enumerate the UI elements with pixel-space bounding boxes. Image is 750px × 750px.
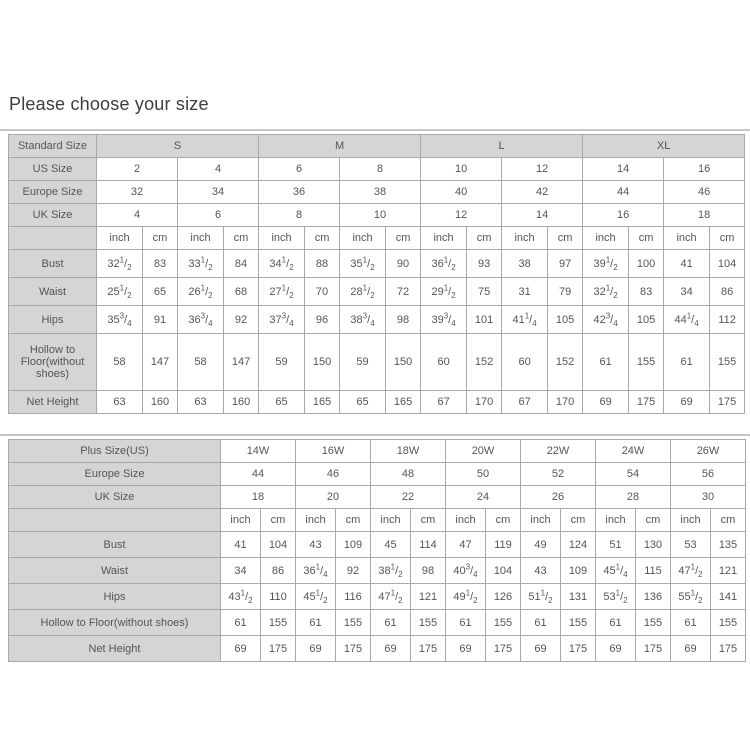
data-cell: 155	[486, 610, 521, 636]
header-cell: S	[97, 135, 259, 158]
row-label: Hips	[9, 584, 221, 610]
header-cell: cm	[336, 509, 371, 532]
data-cell: $27^1/_2$	[259, 278, 305, 306]
data-cell: 34	[664, 278, 710, 306]
data-cell: 41	[664, 250, 710, 278]
header-cell: cm	[548, 227, 583, 250]
data-cell: $40^3/_4$	[446, 558, 486, 584]
data-cell: 31	[502, 278, 548, 306]
data-cell: 69	[596, 636, 636, 662]
data-cell: 61	[671, 610, 711, 636]
header-cell: cm	[629, 227, 664, 250]
header-cell: 44	[583, 181, 664, 204]
data-row	[9, 334, 745, 391]
data-cell: $51^1/_2$	[521, 584, 561, 610]
data-cell: $42^3/_4$	[583, 306, 629, 334]
row-label: US Size	[9, 158, 97, 181]
data-cell: 69	[221, 636, 261, 662]
data-cell: 109	[561, 558, 596, 584]
data-cell: 60	[502, 334, 548, 391]
data-cell: 63	[178, 391, 224, 414]
data-cell: 58	[97, 334, 143, 391]
header-cell: cm	[467, 227, 502, 250]
header-cell: XL	[583, 135, 745, 158]
header-row	[9, 486, 746, 509]
data-cell: 69	[446, 636, 486, 662]
data-cell: $35^3/_4$	[97, 306, 143, 334]
header-cell: inch	[502, 227, 548, 250]
row-label	[9, 509, 221, 532]
data-cell: $36^1/_4$	[296, 558, 336, 584]
row-label: Hollow to Floor(without shoes)	[9, 334, 97, 391]
data-cell: $34^1/_2$	[259, 250, 305, 278]
header-row	[9, 158, 745, 181]
header-cell: 38	[340, 181, 421, 204]
header-cell: cm	[711, 509, 746, 532]
data-cell: 105	[548, 306, 583, 334]
data-cell: $53^1/_2$	[596, 584, 636, 610]
header-cell: 8	[340, 158, 421, 181]
data-cell: $38^3/_4$	[340, 306, 386, 334]
row-label: Plus Size(US)	[9, 440, 221, 463]
data-cell: 92	[224, 306, 259, 334]
header-cell: 4	[178, 158, 259, 181]
header-cell: 46	[664, 181, 745, 204]
header-cell: 16W	[296, 440, 371, 463]
data-cell: 69	[371, 636, 411, 662]
data-cell: 147	[143, 334, 178, 391]
data-cell: 147	[224, 334, 259, 391]
data-cell: 126	[486, 584, 521, 610]
data-cell: 49	[521, 532, 561, 558]
data-cell: 61	[521, 610, 561, 636]
data-cell: 69	[521, 636, 561, 662]
header-cell: 6	[178, 204, 259, 227]
header-cell: 20W	[446, 440, 521, 463]
row-label: Waist	[9, 558, 221, 584]
header-cell: 10	[340, 204, 421, 227]
data-cell: 67	[502, 391, 548, 414]
data-cell: 121	[411, 584, 446, 610]
data-cell: 63	[97, 391, 143, 414]
header-cell: inch	[296, 509, 336, 532]
data-cell: 175	[411, 636, 446, 662]
data-cell: $55^1/_2$	[671, 584, 711, 610]
data-cell: 97	[548, 250, 583, 278]
header-cell: 28	[596, 486, 671, 509]
header-cell: 16	[583, 204, 664, 227]
header-cell: inch	[221, 509, 261, 532]
data-cell: 83	[629, 278, 664, 306]
plus-size-table	[8, 439, 746, 662]
row-label: Hips	[9, 306, 97, 334]
data-cell: 96	[305, 306, 340, 334]
data-cell: 155	[411, 610, 446, 636]
data-cell: 114	[411, 532, 446, 558]
data-cell: 160	[143, 391, 178, 414]
header-cell: 24	[446, 486, 521, 509]
data-cell: 75	[467, 278, 502, 306]
header-cell: inch	[596, 509, 636, 532]
data-cell: 53	[671, 532, 711, 558]
data-cell: 88	[305, 250, 340, 278]
data-cell: 110	[261, 584, 296, 610]
data-cell: 152	[548, 334, 583, 391]
row-label: Hollow to Floor(without shoes)	[9, 610, 221, 636]
data-cell: 61	[221, 610, 261, 636]
data-cell: 115	[636, 558, 671, 584]
data-cell: 131	[561, 584, 596, 610]
data-cell: $28^1/_2$	[340, 278, 386, 306]
header-cell: inch	[664, 227, 710, 250]
data-cell: 43	[521, 558, 561, 584]
header-cell: 34	[178, 181, 259, 204]
data-cell: $29^1/_2$	[421, 278, 467, 306]
data-cell: 65	[340, 391, 386, 414]
data-cell: 165	[386, 391, 421, 414]
data-cell: 67	[421, 391, 467, 414]
data-cell: 155	[261, 610, 296, 636]
header-cell: inch	[671, 509, 711, 532]
data-cell: 175	[636, 636, 671, 662]
data-cell: 58	[178, 334, 224, 391]
header-cell: 36	[259, 181, 340, 204]
data-row	[9, 636, 746, 662]
data-cell: 72	[386, 278, 421, 306]
data-cell: 59	[259, 334, 305, 391]
header-row	[9, 463, 746, 486]
data-cell: 104	[710, 250, 745, 278]
data-cell: $33^1/_2$	[178, 250, 224, 278]
data-cell: 34	[221, 558, 261, 584]
data-row	[9, 558, 746, 584]
data-cell: 61	[371, 610, 411, 636]
data-cell: 112	[710, 306, 745, 334]
data-cell: 47	[446, 532, 486, 558]
header-cell: 32	[97, 181, 178, 204]
header-cell: 22W	[521, 440, 596, 463]
data-cell: 105	[629, 306, 664, 334]
header-cell: cm	[143, 227, 178, 250]
header-row	[9, 181, 745, 204]
header-cell: inch	[259, 227, 305, 250]
header-cell: inch	[371, 509, 411, 532]
data-cell: 155	[711, 610, 746, 636]
header-cell: 26W	[671, 440, 746, 463]
data-cell: 98	[386, 306, 421, 334]
data-cell: 45	[371, 532, 411, 558]
data-cell: 86	[710, 278, 745, 306]
header-row	[9, 440, 746, 463]
standard-size-table	[8, 134, 745, 414]
data-cell: 61	[583, 334, 629, 391]
header-cell: cm	[261, 509, 296, 532]
data-cell: 68	[224, 278, 259, 306]
data-cell: 175	[710, 391, 745, 414]
data-cell: 175	[629, 391, 664, 414]
data-cell: 61	[296, 610, 336, 636]
header-cell: 50	[446, 463, 521, 486]
data-row	[9, 250, 745, 278]
header-cell: 54	[596, 463, 671, 486]
data-cell: 83	[143, 250, 178, 278]
data-row	[9, 278, 745, 306]
data-cell: $35^1/_2$	[340, 250, 386, 278]
header-cell: 56	[671, 463, 746, 486]
data-cell: 104	[261, 532, 296, 558]
data-cell: 61	[446, 610, 486, 636]
data-cell: 135	[711, 532, 746, 558]
row-label	[9, 227, 97, 250]
header-cell: 18W	[371, 440, 446, 463]
header-cell: 8	[259, 204, 340, 227]
divider-between-tables	[0, 434, 750, 436]
data-cell: 175	[336, 636, 371, 662]
data-cell: $45^1/_2$	[296, 584, 336, 610]
data-cell: 100	[629, 250, 664, 278]
header-cell: cm	[486, 509, 521, 532]
data-cell: 79	[548, 278, 583, 306]
data-cell: 93	[467, 250, 502, 278]
data-cell: 61	[596, 610, 636, 636]
header-row	[9, 509, 746, 532]
data-cell: 109	[336, 532, 371, 558]
data-cell: 38	[502, 250, 548, 278]
data-cell: 104	[486, 558, 521, 584]
data-cell: 155	[629, 334, 664, 391]
header-cell: 14	[502, 204, 583, 227]
data-cell: 70	[305, 278, 340, 306]
row-label: Standard Size	[9, 135, 97, 158]
data-row	[9, 584, 746, 610]
data-row	[9, 306, 745, 334]
data-cell: 155	[336, 610, 371, 636]
data-cell: 60	[421, 334, 467, 391]
header-cell: inch	[446, 509, 486, 532]
divider-under-title	[0, 129, 750, 131]
row-label: Net Height	[9, 636, 221, 662]
row-label: Bust	[9, 250, 97, 278]
data-cell: 84	[224, 250, 259, 278]
header-cell: cm	[710, 227, 745, 250]
header-cell: 22	[371, 486, 446, 509]
data-cell: 141	[711, 584, 746, 610]
header-cell: 48	[371, 463, 446, 486]
header-cell: 14	[583, 158, 664, 181]
data-cell: 69	[671, 636, 711, 662]
data-cell: 51	[596, 532, 636, 558]
header-row	[9, 227, 745, 250]
data-cell: $39^3/_4$	[421, 306, 467, 334]
header-cell: inch	[97, 227, 143, 250]
data-cell: 130	[636, 532, 671, 558]
header-cell: inch	[178, 227, 224, 250]
data-cell: $41^1/_4$	[502, 306, 548, 334]
data-cell: $25^1/_2$	[97, 278, 143, 306]
header-cell: 18	[221, 486, 296, 509]
row-label: Waist	[9, 278, 97, 306]
data-row	[9, 391, 745, 414]
data-cell: $32^1/_2$	[583, 278, 629, 306]
data-cell: 69	[583, 391, 629, 414]
header-cell: 20	[296, 486, 371, 509]
data-cell: 86	[261, 558, 296, 584]
row-label: Bust	[9, 532, 221, 558]
data-cell: 69	[296, 636, 336, 662]
header-cell: 44	[221, 463, 296, 486]
data-row	[9, 610, 746, 636]
header-cell: L	[421, 135, 583, 158]
data-cell: 136	[636, 584, 671, 610]
data-cell: $43^1/_2$	[221, 584, 261, 610]
header-cell: 52	[521, 463, 596, 486]
header-cell: cm	[386, 227, 421, 250]
row-label: Net Height	[9, 391, 97, 414]
data-cell: $26^1/_2$	[178, 278, 224, 306]
data-cell: 175	[261, 636, 296, 662]
data-cell: 124	[561, 532, 596, 558]
data-cell: $45^1/_4$	[596, 558, 636, 584]
data-row	[9, 532, 746, 558]
header-cell: 14W	[221, 440, 296, 463]
header-row	[9, 135, 745, 158]
header-cell: cm	[411, 509, 446, 532]
row-label: Europe Size	[9, 181, 97, 204]
header-cell: 24W	[596, 440, 671, 463]
header-cell: 4	[97, 204, 178, 227]
data-cell: 92	[336, 558, 371, 584]
data-cell: 59	[340, 334, 386, 391]
data-cell: 65	[259, 391, 305, 414]
data-cell: 91	[143, 306, 178, 334]
data-cell: $37^3/_4$	[259, 306, 305, 334]
data-cell: $36^3/_4$	[178, 306, 224, 334]
header-cell: cm	[636, 509, 671, 532]
data-cell: 155	[710, 334, 745, 391]
data-cell: $39^1/_2$	[583, 250, 629, 278]
data-cell: $47^1/_2$	[671, 558, 711, 584]
data-cell: $32^1/_2$	[97, 250, 143, 278]
data-cell: 90	[386, 250, 421, 278]
row-label: UK Size	[9, 204, 97, 227]
header-cell: 16	[664, 158, 745, 181]
data-cell: 43	[296, 532, 336, 558]
data-cell: 65	[143, 278, 178, 306]
row-label: Europe Size	[9, 463, 221, 486]
data-cell: $36^1/_2$	[421, 250, 467, 278]
header-cell: 40	[421, 181, 502, 204]
header-cell: inch	[421, 227, 467, 250]
row-label: UK Size	[9, 486, 221, 509]
data-cell: $44^1/_4$	[664, 306, 710, 334]
header-cell: inch	[583, 227, 629, 250]
header-cell: M	[259, 135, 421, 158]
data-cell: 121	[711, 558, 746, 584]
data-cell: 150	[386, 334, 421, 391]
data-cell: 152	[467, 334, 502, 391]
header-cell: 2	[97, 158, 178, 181]
header-cell: cm	[224, 227, 259, 250]
header-cell: inch	[340, 227, 386, 250]
header-cell: 12	[502, 158, 583, 181]
data-cell: 98	[411, 558, 446, 584]
header-cell: 6	[259, 158, 340, 181]
data-cell: 101	[467, 306, 502, 334]
data-cell: 175	[561, 636, 596, 662]
header-cell: 10	[421, 158, 502, 181]
data-cell: $47^1/_2$	[371, 584, 411, 610]
data-cell: 150	[305, 334, 340, 391]
data-cell: 69	[664, 391, 710, 414]
data-cell: 155	[636, 610, 671, 636]
header-row	[9, 204, 745, 227]
data-cell: 116	[336, 584, 371, 610]
header-cell: cm	[305, 227, 340, 250]
page-title: Please choose your size	[9, 94, 209, 114]
data-cell: 155	[561, 610, 596, 636]
data-cell: 170	[548, 391, 583, 414]
header-cell: 30	[671, 486, 746, 509]
header-cell: 26	[521, 486, 596, 509]
data-cell: 175	[486, 636, 521, 662]
data-cell: 160	[224, 391, 259, 414]
data-cell: 61	[664, 334, 710, 391]
data-cell: 41	[221, 532, 261, 558]
header-cell: 12	[421, 204, 502, 227]
data-cell: 119	[486, 532, 521, 558]
data-cell: $38^1/_2$	[371, 558, 411, 584]
data-cell: 175	[711, 636, 746, 662]
header-cell: cm	[561, 509, 596, 532]
header-cell: 46	[296, 463, 371, 486]
header-cell: inch	[521, 509, 561, 532]
header-cell: 18	[664, 204, 745, 227]
data-cell: $49^1/_2$	[446, 584, 486, 610]
data-cell: 170	[467, 391, 502, 414]
header-cell: 42	[502, 181, 583, 204]
data-cell: 165	[305, 391, 340, 414]
